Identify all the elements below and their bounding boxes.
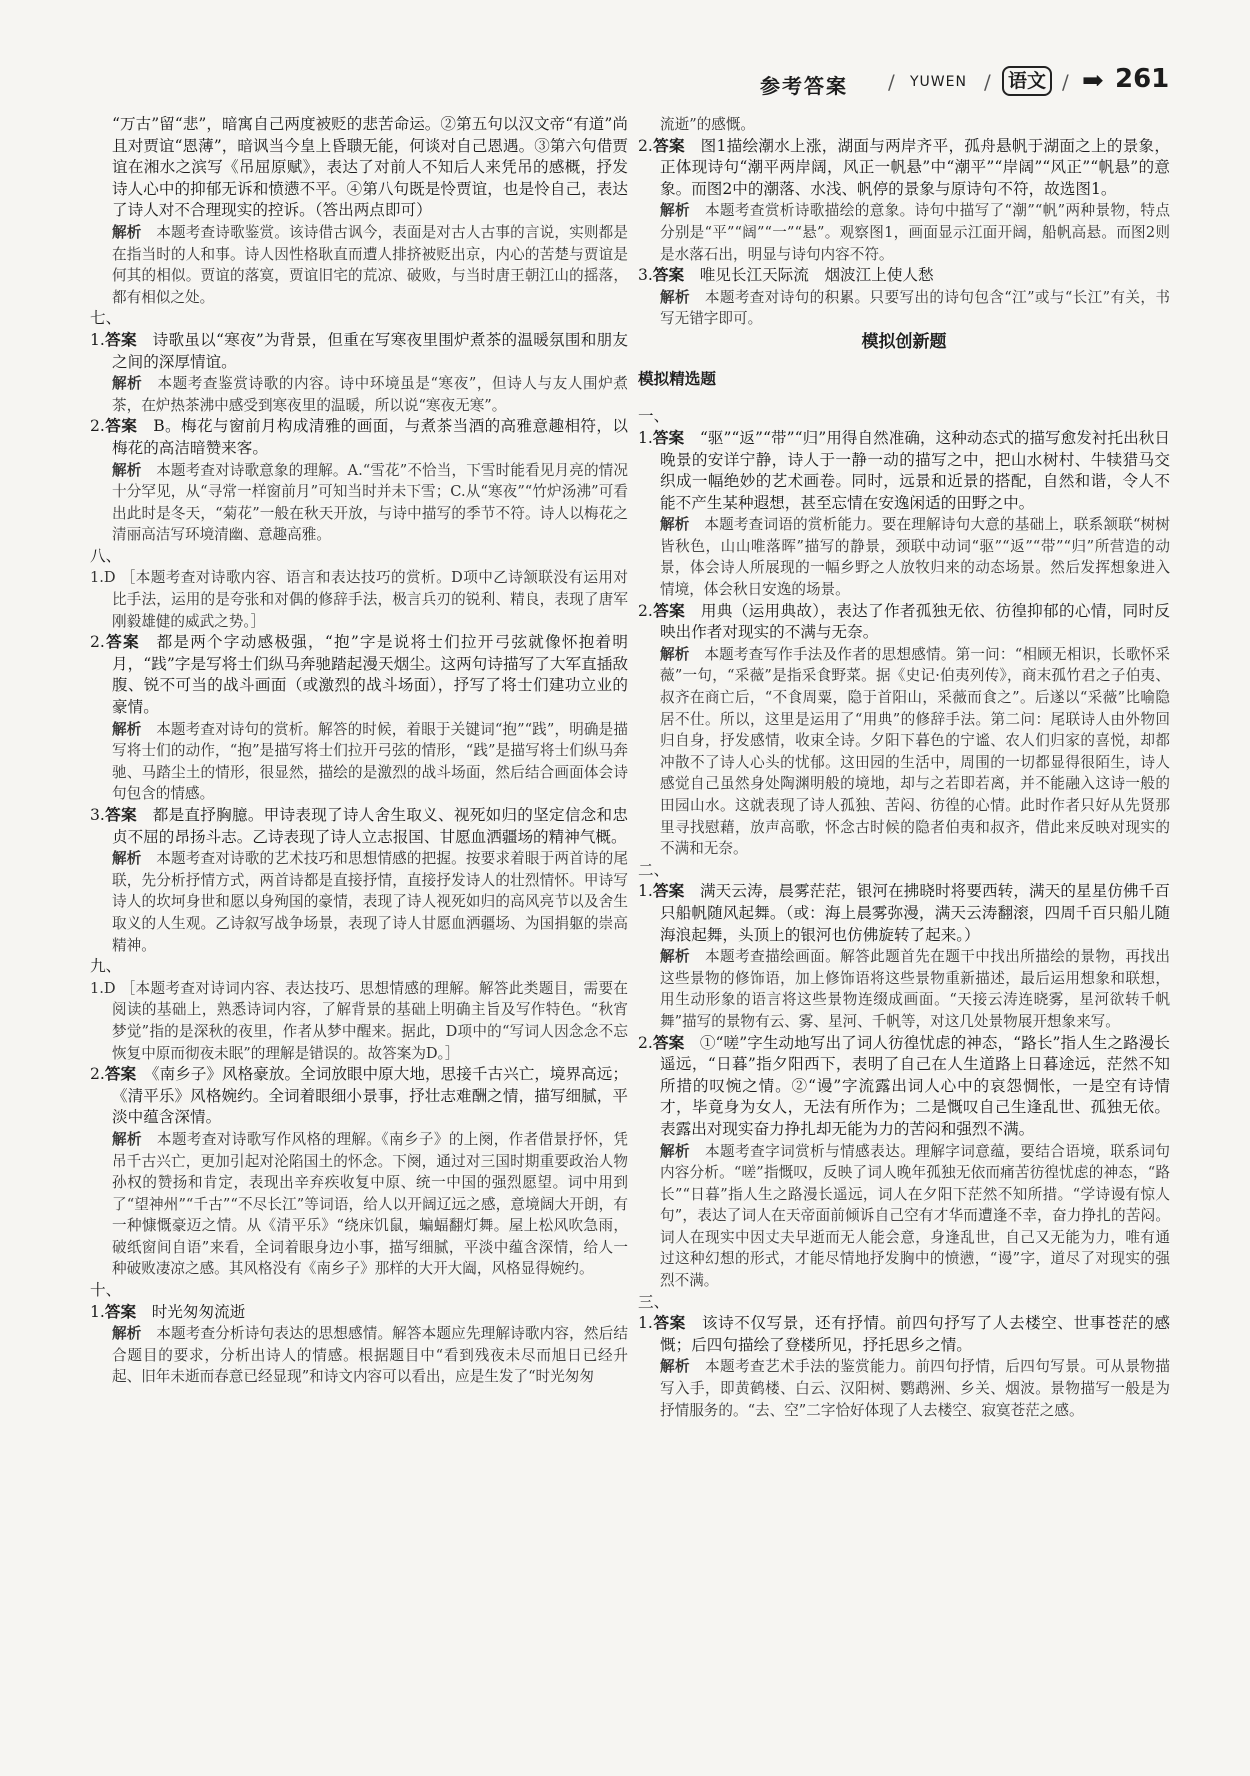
answer-label: 答案 bbox=[104, 806, 137, 824]
section-heading: 八、 bbox=[90, 546, 122, 565]
answer-text: 唯见长江天际流 烟波江上使人愁 bbox=[699, 266, 934, 285]
section-heading: 七、 bbox=[90, 309, 122, 328]
analysis-text: 本题考查对诗句的积累。只要写出的诗句包含“江”或与“长江”有关，书写无错字即可。 bbox=[660, 288, 1170, 328]
analysis-text: 本题考查写作手法及作者的思想感情。第一问：“相顾无相识，长歌怀采薇”一句，“采薇”是指采食野菜。据《史记·伯夷列传》，商末孤竹君之子伯夷、叔齐在商亡后，“不食周粟，隐于首阳山，采薇而食之”。后遂以“采薇”比喻隐居不仕。所以，这里是运用了“用典”的修辞手法。第二问：尾联诗人由外物回归自身，抒发感情，收束全诗。夕阳下暮色的宁谧、农人们归家的喜悦，却都冲散不了诗人心头的忧郁。这田园的生活中，周围的一切都显得很陌生，诗人感觉自己虽然身处陶渊明般的境地，却与之若即若离，并不能融入这诗一般的田园山水。这就表现了诗人孤独、苦闷、彷徨的心情。此时作者只好从先贤那里寻找慰藉，放声高歌，怀念古时候的隐者伯夷和叔齐，借此来反映对现实的不满和无奈。 bbox=[660, 645, 1170, 858]
answer-label: 答案 bbox=[652, 428, 685, 447]
answer bbox=[638, 1033, 1170, 1141]
analysis-text: 本题考查分析诗句表达的思想感情。解答本题应先理解诗歌内容，然后结合题目的要求，分析出诗人的情感。根据题目中“看到残夜未尽而旭日已经升起、旧年未逝而春意已经显现”和诗文内容可以看出，应是生发了“时光匆匆 bbox=[112, 1325, 628, 1386]
answer-text: 该诗不仅写景，还有抒情。前四句抒写了人去楼空、世事苍茫的感慨；后四句描绘了登楼所见，抒托思乡之情。 bbox=[660, 1314, 1170, 1354]
item-number: 2. bbox=[638, 136, 653, 155]
analysis-text: 本题考查鉴赏诗歌的内容。诗中环境虽是“寒夜”，但诗人与友人围炉煮茶，在炉热茶沸中感受到寒夜里的温暖，所以说“寒夜无寒”。 bbox=[112, 375, 628, 414]
item-number: 1. bbox=[638, 1314, 653, 1333]
answer bbox=[638, 1313, 1170, 1356]
analysis-continued: 流逝”的感慨。 bbox=[660, 116, 756, 133]
answer-label: 答案 bbox=[104, 1302, 137, 1321]
analysis bbox=[638, 1356, 1170, 1421]
analysis bbox=[90, 222, 628, 308]
answer-label: 答案 bbox=[104, 1065, 137, 1084]
arrow-right-icon: ➡ bbox=[1082, 66, 1104, 96]
answer-label: 答案 bbox=[652, 882, 685, 901]
answer bbox=[638, 601, 1170, 644]
header-subject-en: YUWEN bbox=[910, 74, 967, 90]
answer-text: 都是直抒胸臆。甲诗表现了诗人舍生取义、视死如归的坚定信念和忠贞不屈的昂扬斗志。乙诗表现了诗人立志报国、甘愿血洒疆场的精神气概。 bbox=[112, 806, 628, 846]
item-number: 2. bbox=[638, 601, 653, 620]
analysis bbox=[638, 946, 1170, 1032]
header-title: 参考答案 bbox=[760, 74, 848, 98]
subsection-title: 模拟精选题 bbox=[638, 370, 716, 389]
answer-label: 答案 bbox=[104, 330, 137, 349]
analysis bbox=[638, 200, 1170, 265]
divider: / bbox=[888, 70, 895, 94]
answer-label: 答案 bbox=[652, 1033, 685, 1052]
item-number: 1. bbox=[638, 882, 653, 901]
analysis-text: 本题考查对诗句的赏析。解答的时候，着眼于关键词“抱”“践”，明确是描写将士们的动作，“抱”是描写将士们拉开弓弦的情形，“践”是描写将士们纵马奔驰、马踏尘土的情形，很显然，描绘的是激烈的战斗场面，然后结合画面体会诗句包含的情感。 bbox=[112, 720, 628, 803]
analysis-text: 本题考查词语的赏析能力。要在理解诗句大意的基础上，联系颔联“树树皆秋色，山山唯落晖”描写的静景，颈联中动词“驱”“返”“带”“归”所营造的动景，体会诗人所展现的一幅乡野之人放牧归来的动态场景。然后发挥想象进入情境，体会秋日安逸的场景。 bbox=[660, 516, 1170, 599]
analysis-text: 本题考查对诗歌意象的理解。A.“雪花”不恰当，下雪时能看见月亮的情况十分罕见，从“寻常一样窗前月”可知当时并未下雪；C.从“寒夜”“竹炉汤沸”可看出此时是冬天，“菊花”一般在秋天开放，与诗中描写的季节不符。诗人以梅花之清丽高洁写环境清幽、意趣高雅。 bbox=[112, 461, 628, 544]
answer-text: ①“嗟”字生动地写出了词人彷徨忧虑的神态，“路长”指人生之路漫长遥远，“日暮”指夕阳西下，表明了自己在人生道路上日暮途远，茫然不知所措的叹惋之情。②“谩”字流露出词人心中的哀怨惆怅，一是空有诗情才，毕竟身为女人，无法有所作为；二是慨叹自己生逢乱世、孤独无依。表露出对现实奋力挣扎却无能为力的苦闷和强烈不满。 bbox=[660, 1033, 1170, 1138]
answer bbox=[638, 136, 1170, 201]
section-title: 模拟创新题 bbox=[861, 331, 947, 352]
analysis-label: 解析 bbox=[112, 720, 142, 738]
analysis-text: 本题考查赏析诗歌描绘的意象。诗句中描写了“潮”“帆”两种景物，特点分别是“平”“阔”“一”“悬”。观察图1，画面显示江面开阔，船帆高悬。而图2则是水落石出，明显与诗句内容不符。 bbox=[660, 202, 1170, 263]
answer bbox=[90, 1064, 628, 1129]
section-heading: 九、 bbox=[90, 957, 122, 976]
analysis bbox=[90, 1323, 628, 1388]
item-number: 2. bbox=[90, 633, 105, 652]
paragraph: “万古”留“悲”，暗寓自己两度被贬的悲苦命运。②第五句以汉文帝“有道”尚且对贾谊“恩薄”，暗讽当今皇上昏聩无能，何谈对自己恩遇。③第六句借贾谊在湘水之滨写《吊屈原赋》，表达了对前人不知后人来凭吊的感概，抒发诗人心中的抑郁无诉和愤懑不平。④第八句既是怜贾谊，也是怜自己，表达了诗人对不合理现实的控诉。（答出两点即可） bbox=[112, 115, 628, 220]
analysis-label: 解析 bbox=[660, 1142, 691, 1160]
right-column bbox=[638, 114, 1170, 1421]
header-subject-badge: 语文 bbox=[1002, 66, 1052, 96]
answer bbox=[638, 265, 1170, 287]
answer: 1.D ［本题考查对诗词内容、表达技巧、思想情感的理解。解答此类题目，需要在阅读的基础上，熟悉诗词内容，了解背景的基础上明确主旨及写作特色。“秋宵梦觉”指的是深秋的夜里，作者从梦中醒来。据此，D项中的“写词人因念念不忘恢复中原而彻夜未眠”的理解是错误的。故答案为D。］ bbox=[90, 979, 628, 1062]
answer-label: 答案 bbox=[104, 417, 138, 436]
analysis bbox=[90, 1129, 628, 1280]
item-number: 2. bbox=[90, 417, 105, 436]
answer bbox=[638, 428, 1170, 514]
analysis bbox=[638, 1141, 1170, 1292]
divider: / bbox=[984, 70, 991, 94]
section-heading: 十、 bbox=[90, 1281, 122, 1300]
answer-text: B。梅花与窗前月构成清雅的画面，与煮茶当酒的高雅意趣相符，以梅花的高洁暗赞来客。 bbox=[112, 417, 628, 457]
analysis bbox=[638, 644, 1170, 860]
answer: 1.D ［本题考查对诗歌内容、语言和表达技巧的赏析。D项中乙诗颔联没有运用对比手法，运用的是夸张和对偶的修辞手法，极言兵刃的锐利、精良，表现了唐军刚毅雄健的威武之势。］ bbox=[90, 569, 628, 630]
answer bbox=[90, 805, 628, 848]
item-number: 2. bbox=[90, 1065, 105, 1084]
page-header bbox=[760, 64, 1180, 104]
item-number: 1. bbox=[90, 1302, 105, 1321]
analysis-text: 本题考查对诗歌的艺术技巧和思想情感的把握。按要求着眼于两首诗的尾联，先分析抒情方式，两首诗都是直接抒情，直接抒发诗人的壮烈情怀。甲诗写诗人的坎坷身世和愿以身殉国的豪情，表现了诗人视死如归的高风亮节以及舍生取义的人生观。乙诗叙写战争场景，表现了诗人甘愿血洒疆场、为国捐躯的崇高精神。 bbox=[112, 850, 628, 954]
analysis-label: 解析 bbox=[660, 516, 690, 534]
answer-label: 答案 bbox=[652, 136, 685, 155]
analysis-text: 本题考查字词赏析与情感表达。理解字词意蕴，要结合语境，联系词句内容分析。“嗟”指慨叹，反映了词人晚年孤独无依而痛苦彷徨忧虑的神态，“路长”“日暮”指人生之路漫长遥远，词人在夕阳下茫然不知所措。“学诗谩有惊人句”，表达了词人在天帝面前倾诉自己空有才华而遭逢不幸，奋力挣扎的苦闷。词人在现实中因丈夫早逝而无人能会意，身逢乱世，自己又无能为力，唯有通过这种幻想的形式，才能尽情地抒发胸中的愤懑，“谩”字，道尽了对现实的强烈不满。 bbox=[660, 1142, 1170, 1290]
divider: / bbox=[1062, 70, 1069, 94]
analysis bbox=[90, 373, 628, 416]
analysis-label: 解析 bbox=[660, 948, 691, 966]
answer-text: 都是两个字动感极强，“抱”字是说将士们拉开弓弦就像怀抱着明月，“践”字是写将士们纵马奔驰踏起漫天烟尘。这两句诗描写了大军直插敌腹、锐不可当的战斗画面（或激烈的战斗场面），抒写了将士们建功立业的豪情。 bbox=[112, 633, 628, 717]
item-number: 1. bbox=[90, 330, 105, 349]
analysis-text: 本题考查对诗歌写作风格的理解。《南乡子》的上阕，作者借景抒怀，凭吊千古兴亡，更加引起对沦陷国土的怀念。下阕，通过对三国时期重要政治人物孙权的赞扬和肯定，表现出辛弃疾收复中原、统一中国的强烈愿望。词中用到了“望神州”“千古”“不尽长江”等词语，给人以开阔辽远之感，意境阔大开朗，有一种慷慨豪迈之情。从《清平乐》“绕床饥鼠，蝙蝠翻灯舞。屋上松风吹急雨，破纸窗间自语”来看，全词着眼身边小事，描写细腻，平淡中蕴含深情，给人一种破败凄凉之感。其风格没有《南乡子》那样的大开大阖，风格显得婉约。 bbox=[112, 1130, 628, 1278]
page-number: 261 bbox=[1115, 64, 1170, 94]
answer-text: 《南乡子》风格豪放。全词放眼中原大地，思接千古兴亡，境界高远；《清平乐》风格婉约。全词着眼细小景事，抒壮志难酬之情，描写细腻，平淡中蕴含深情。 bbox=[112, 1065, 628, 1127]
analysis bbox=[638, 514, 1170, 600]
answer-label: 答案 bbox=[652, 266, 685, 285]
answer bbox=[90, 1302, 628, 1324]
analysis-label: 解析 bbox=[112, 850, 142, 868]
section-heading: 三、 bbox=[638, 1292, 670, 1311]
answer-label: 答案 bbox=[652, 1314, 686, 1333]
analysis-label: 解析 bbox=[660, 202, 690, 220]
analysis bbox=[90, 848, 628, 956]
analysis-label: 解析 bbox=[660, 1358, 691, 1376]
analysis bbox=[638, 287, 1170, 330]
answer bbox=[638, 881, 1170, 946]
analysis bbox=[90, 719, 628, 805]
analysis-text: 本题考查艺术手法的鉴赏能力。前四句抒情，后四句写景。可从景物描写入手，即黄鹤楼、白云、汉阳树、鹦鹉洲、乡关、烟波。景物描写一般是为抒情服务的。“去、空”二字恰好体现了人去楼空、寂寞苍茫之感。 bbox=[660, 1358, 1170, 1419]
section-heading: 一、 bbox=[638, 407, 670, 426]
answer-text: 诗歌虽以“寒夜”为背景，但重在写寒夜里围炉煮茶的温暖氛围和朋友之间的深厚情谊。 bbox=[112, 330, 628, 371]
item-number: 1. bbox=[638, 428, 653, 447]
item-number: 3. bbox=[638, 266, 653, 285]
analysis bbox=[90, 460, 628, 546]
answer-text: 时光匆匆流逝 bbox=[151, 1302, 246, 1321]
answer-text: 用典（运用典故），表达了作者孤独无依、彷徨抑郁的心情，同时反映出作者对现实的不满与无奈。 bbox=[660, 601, 1170, 642]
item-number: 2. bbox=[638, 1033, 653, 1052]
analysis-label: 解析 bbox=[112, 223, 142, 241]
analysis-label: 解析 bbox=[112, 1130, 142, 1148]
analysis-label: 解析 bbox=[112, 1325, 142, 1343]
answer-label: 答案 bbox=[652, 601, 686, 620]
answer bbox=[90, 416, 628, 459]
answer-text: 满天云涛，晨雾茫茫，银河在拂晓时将要西转，满天的星星仿佛千百只船帆随风起舞。（或：海上晨雾弥漫，满天云涛翻滚，四周千百只船儿随海浪起舞，头顶上的银河也仿佛旋转了起来。） bbox=[660, 882, 1170, 944]
analysis-text: 本题考查诗歌鉴赏。该诗借古讽今，表面是对古人古事的言说，实则都是在指当时的人和事。诗人因性格耿直而遭人排挤被贬出京，内心的苦楚与贾谊是何其的相似。贾谊的落寞，贾谊旧宅的荒凉、破败，与当时唐王朝江山的摇落，都有相似之处。 bbox=[112, 223, 628, 306]
left-column bbox=[90, 114, 628, 1388]
analysis-label: 解析 bbox=[112, 375, 143, 393]
section-heading: 二、 bbox=[638, 860, 670, 879]
answer-label: 答案 bbox=[104, 633, 140, 652]
answer bbox=[90, 330, 628, 373]
analysis-label: 解析 bbox=[112, 461, 142, 479]
item-number: 3. bbox=[90, 806, 105, 824]
answer-text: “驱”“返”“带”“归”用得自然准确，这种动态式的描写愈发衬托出秋日晚景的安详宁静，诗人于一静一动的描写之中，把山水树村、牛犊猎马交织成一幅绝妙的艺术画卷。同时，远景和近景的搭配，自然和谐，令人不能不产生某种遐想，甚至忘情在安逸闲适的田野之中。 bbox=[660, 428, 1170, 512]
analysis-label: 解析 bbox=[660, 288, 690, 306]
analysis-label: 解析 bbox=[660, 645, 690, 663]
answer-text: 图1描绘潮水上涨，湖面与两岸齐平，孤舟悬帆于湖面之上的景象，正体现诗句“潮平两岸阔，风正一帆悬”中“潮平”“岸阔”“风正”“帆悬”的意象。而图2中的潮落、水浅、帆停的景象与原诗句不符，故选图1。 bbox=[660, 136, 1170, 198]
analysis-text: 本题考查描绘画面。解答此题首先在题干中找出所描绘的景物，再找出这些景物的修饰语，加上修饰语将这些景物重新描述，最后运用想象和联想，用生动形象的语言将这些景物连缀成画面。“天接云涛连晓雾，星河欲转千帆舞”描写的景物有云、雾、星河、千帆等，对这几处景物展开想象来写。 bbox=[660, 948, 1170, 1030]
answer bbox=[90, 632, 628, 718]
